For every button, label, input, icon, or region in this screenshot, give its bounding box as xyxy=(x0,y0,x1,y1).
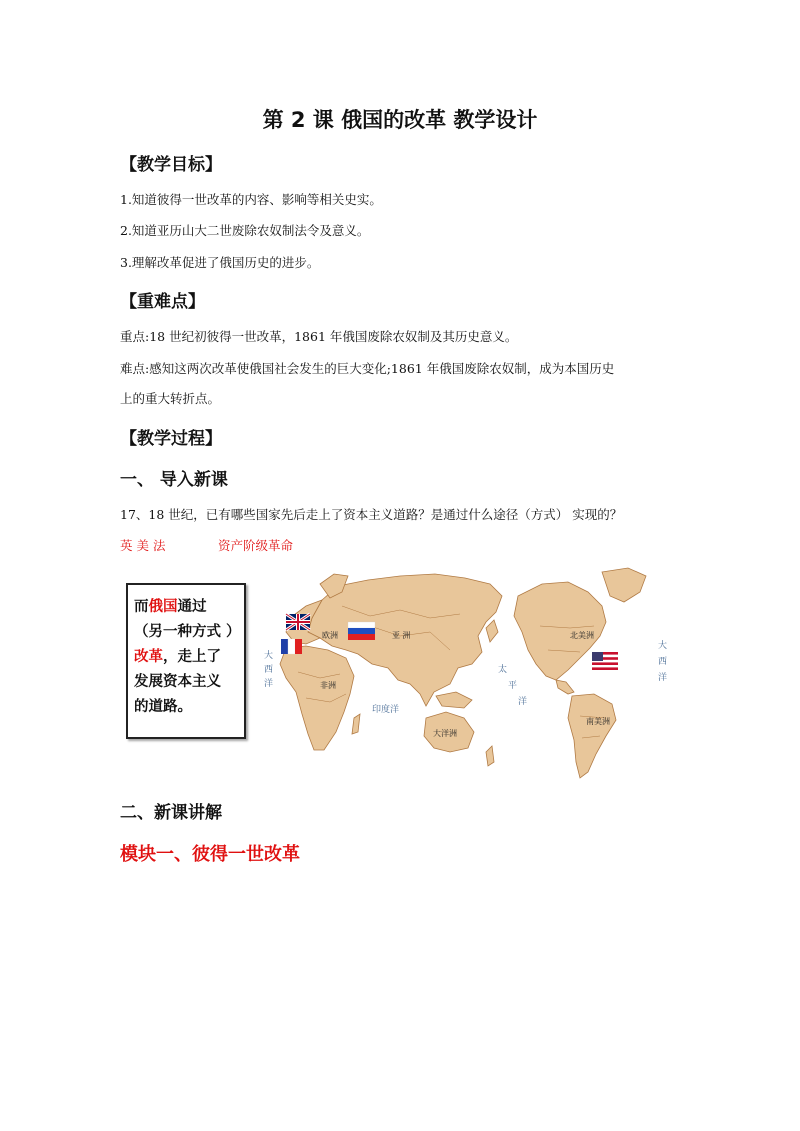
goal-item: 2.知道亚历山大二世废除农奴制法令及意义。 xyxy=(120,223,370,238)
map-label-atlantic-east: 洋 xyxy=(658,673,668,683)
answer-countries: 英 美 法 xyxy=(120,538,166,553)
key-points-heading: 【重难点】 xyxy=(120,292,205,312)
map-label-atlantic-west: 大 xyxy=(264,651,274,661)
map-label-pacific: 洋 xyxy=(518,697,528,707)
greenland-landmass xyxy=(602,568,646,602)
goal-item: 1.知道彼得一世改革的内容、影响等相关史实。 xyxy=(120,192,382,207)
goals-heading: 【教学目标】 xyxy=(120,155,222,175)
map-label-atlantic-west: 西 xyxy=(264,665,274,675)
map-label-oceania: 大洋洲 xyxy=(433,729,457,738)
map-label-atlantic-east: 西 xyxy=(658,657,668,667)
module-heading: 模块一、彼得一世改革 xyxy=(120,844,300,865)
map-label-atlantic-west: 洋 xyxy=(264,679,274,689)
goal-item: 3.理解改革促进了俄国历史的进步。 xyxy=(120,255,320,270)
map-label-asia: 亚 洲 xyxy=(392,631,411,640)
map-label-africa: 非洲 xyxy=(320,681,336,690)
map-label-indian-ocean: 印度洋 xyxy=(372,705,400,715)
difficult-point-text: 难点:感知这两次改革使俄国社会发生的巨大变化;1861 年俄国废除农奴制，成为本国历史 xyxy=(120,361,615,376)
south-america-landmass xyxy=(568,694,616,778)
madagascar-landmass xyxy=(352,714,360,734)
map-label-south-america: 南美洲 xyxy=(586,717,610,726)
russia-flag-icon xyxy=(348,622,375,640)
map-label-pacific: 平 xyxy=(508,681,518,691)
uk-flag-icon xyxy=(286,614,310,630)
newzealand-landmass xyxy=(486,746,494,766)
map-label-north-america: 北美洲 xyxy=(570,631,594,640)
world-map xyxy=(250,566,680,784)
usa-flag-icon xyxy=(592,652,618,670)
intro-heading: 一、 导入新课 xyxy=(120,470,228,490)
map-label-europe: 欧洲 xyxy=(322,631,338,640)
page-title: 第 2 课 俄国的改革 教学设计 xyxy=(262,108,538,132)
new-lesson-heading: 二、新课讲解 xyxy=(120,803,222,823)
difficult-point-text-cont: 上的重大转折点。 xyxy=(120,391,221,406)
callout-box: 而俄国通过 （另一种方式 ） 改革，走上了 发展资本主义 的道路。 xyxy=(126,583,246,739)
process-heading: 【教学过程】 xyxy=(120,429,222,449)
answer-method: 资产阶级革命 xyxy=(218,538,294,553)
map-label-atlantic-east: 大 xyxy=(658,641,668,651)
france-flag-icon xyxy=(281,639,302,654)
key-point-text: 重点:18 世纪初彼得一世改革，1861 年俄国废除农奴制及其历史意义。 xyxy=(120,329,518,344)
central-america-landmass xyxy=(556,680,574,694)
map-label-pacific: 太 xyxy=(498,665,508,675)
intro-question: 17、18 世纪，已有哪些国家先后走上了资本主义道路？是通过什么途径（方式） 实现的？ xyxy=(120,507,623,522)
sea-islands xyxy=(436,692,472,708)
japan-landmass xyxy=(486,620,498,642)
africa-landmass xyxy=(280,646,354,750)
